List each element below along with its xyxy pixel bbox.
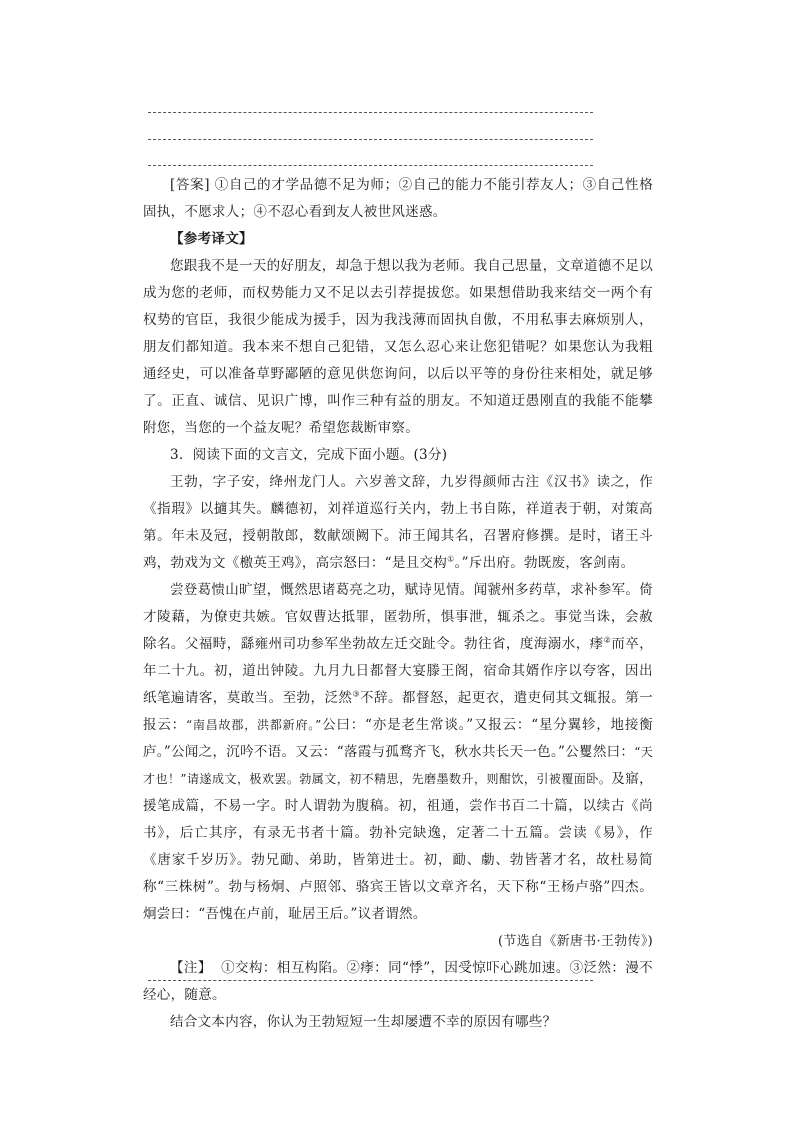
passage-source: (节选自《新唐书·王勃传》) — [498, 934, 653, 949]
passage-text: 公曰：“亦是老生常谈。”又报云：“星分翼轸，地接衡庐。”公闻之，沉吟不语。又云：“落霞与孤鹜齐飞，秋水共长天一色。”公矍然曰： — [143, 717, 653, 760]
answer-blank-line-2 — [148, 139, 593, 140]
answer-blank-line-4 — [148, 980, 593, 981]
passage-text: 而卒，年二十九。初，道出钟陵。九月九日都督大宴滕王阁，宿命其婿作序以夸客，因出纸笔遍请客，莫敢当。至勃，泛然 — [143, 636, 653, 706]
notes-label: 【注】 — [170, 960, 212, 976]
translation-heading-text: 【参考译文】 — [170, 231, 253, 247]
notes-paragraph — [143, 955, 653, 1009]
passage-text: 尝登葛愦山旷望，慨然思诸葛亮之功，赋诗见情。闻虢州多药草，求补参军。倚才陵藉，为僚吏共嫉。官奴曹达抵罪，匿勃所，惧事泄，辄杀之。事觉当诛，会赦除名。父福畤，繇雍州司功参军坐勃故左迁交趾令。勃往省，度海溺水，痵 — [143, 582, 653, 652]
answer-text: ①自己的才学品德不足为师；②自己的能力不能引荐友人；③自己性格固执，不愿求人；④不忍心看到友人被世风迷惑。 — [143, 177, 653, 220]
answer-label: [答案] — [170, 177, 210, 193]
question-text: 结合文本内容，你认为王勃短短一生却屡遭不幸的原因有哪些？ — [170, 1014, 557, 1030]
main-text — [143, 172, 653, 1036]
passage-quote: “天才也！”请遂成文，极欢罢。勃属文，初不精思，先磨墨数升，则酣饮，引被覆面卧。 — [143, 745, 653, 786]
note-ref-3: ③ — [352, 689, 361, 699]
passage-paragraph-1 — [143, 469, 653, 577]
translation-heading — [143, 226, 653, 253]
passage-text: 不辞。都督怒，起更衣，遣吏伺其文辄报。第一报云： — [143, 690, 653, 733]
translation-paragraph: 您跟我不是一天的好朋友，却急于想以我为老师。我自己思量，文章道德不足以成为您的老师，而权势能力又不足以去引荐提拔您。如果想借助我来结交一两个有权势的官臣，我很少能成为援手，因为我浅薄而固执自傲，不用私事去麻烦别人，朋友们都知道。我本来不想自己犯错，又怎么忍心来让您犯错呢？如果您认为我粗通经史，可以准备草野鄙陋的意见供您询问，以后以平等的身份往来相处，就足够了。正直、诚信、见识广博，叫作三种有益的朋友。不知道迂愚刚直的我能不能攀附您，当您的一个益友呢？希望您裁断审察。 — [143, 258, 653, 436]
answer-blank-line-1 — [148, 112, 593, 113]
question-3-prompt: 3．阅读下面的文言文，完成下面小题。(3分) — [170, 447, 448, 463]
answer-blank-line-3 — [148, 165, 593, 166]
note-ref-2: ② — [603, 635, 612, 645]
passage-text: 王勃，字子安，绛州龙门人。六岁善文辞，九岁得颜师古注《汉书》读之，作《指瑕》以擿其失。麟德初，刘祥道巡行关内，勃上书自陈，祥道表于朝，对策高第。年未及冠，授朝散郎，数献颂阙下。沛王闻其名，召署府修撰。是时，诸王斗鸡，勃戏为文《檄英王鸡》，高宗怒曰：“是且交构 — [143, 474, 653, 571]
answer-paragraph — [143, 172, 653, 226]
note-ref-1: ① — [447, 554, 455, 564]
passage-text: 。”斥出府。勃既废，客剑南。 — [454, 555, 635, 571]
passage-text: 及寤，援笔成篇，不易一字。时人谓勃为腹稿。初，祖通，尝作书百二十篇，以续古《尚书》，后亡其序，有录无书者十篇。勃补完缺逸，定著二十五篇。尝读《易》，作《唐家千岁历》。勃兄勔、弟助，皆第进士。初，勔、勮、勃皆著才名，故杜易简称“三株树”。勃与杨炯、卢照邻、骆宾王皆以文章齐名，天下称“王杨卢骆”四杰。炯尝曰：“吾愧在卢前，耻居王后。”议者谓然。 — [143, 771, 653, 922]
passage-paragraph-2 — [143, 577, 653, 928]
passage-quote: “南昌故郡，洪都新府。” — [185, 718, 322, 732]
notes-text: ①交构：相互构陷。②痵：同“悸”，因受惊吓心跳加速。③泛然：漫不经心，随意。 — [143, 960, 653, 1003]
